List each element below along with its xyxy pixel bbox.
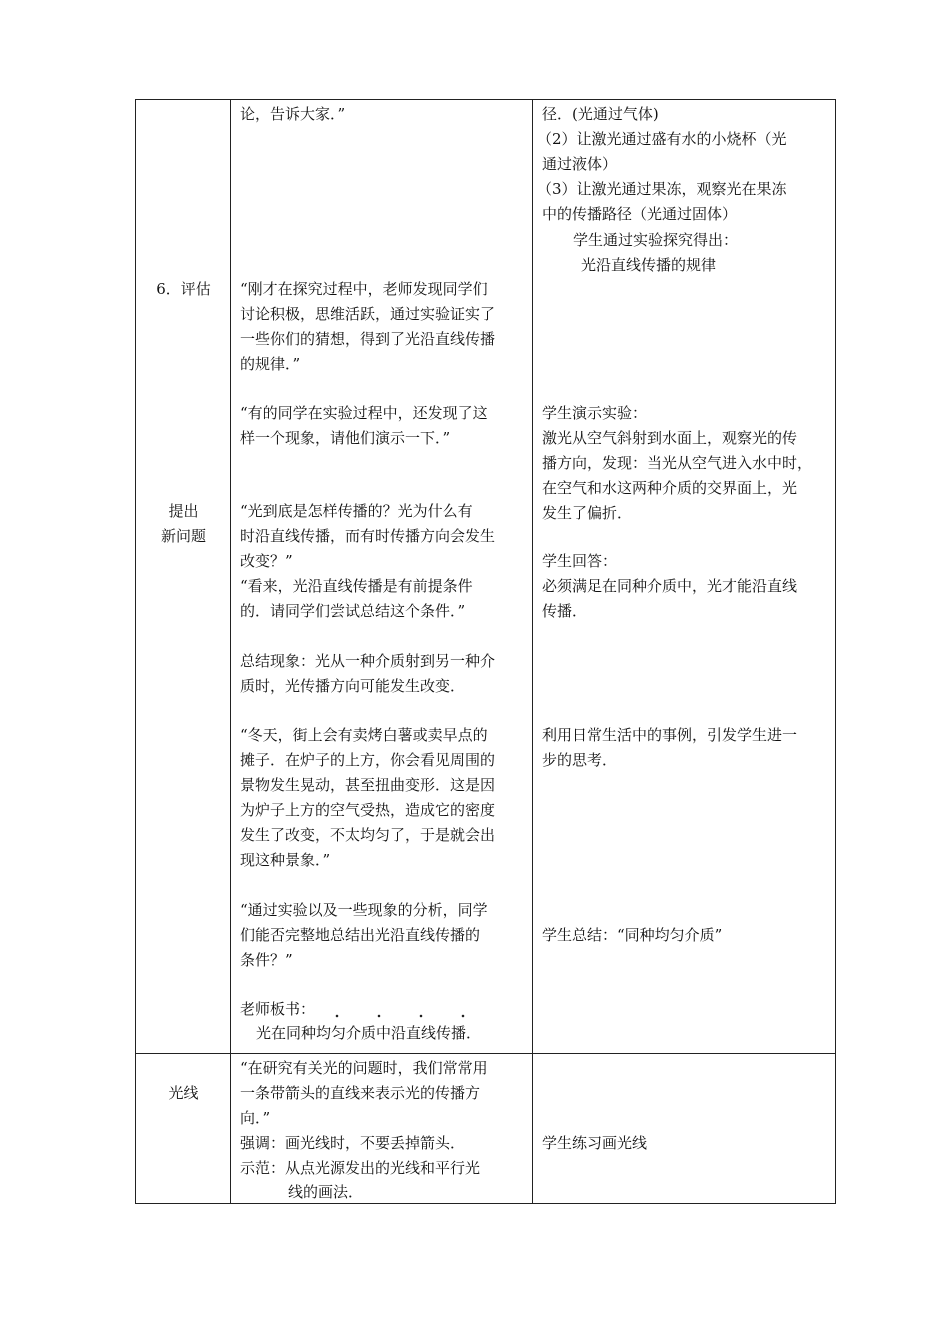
text-line: 线的画法． [288,1183,364,1201]
text-line: 通过液体） [542,155,618,173]
text-line: 学生通过实验探究得出： [573,231,739,249]
text-line: 景物发生晃动，甚至扭曲变形．这是因 [240,776,496,794]
text-line: 发生了改变，不太均匀了，于是就会出 [240,826,496,844]
emphasis-dots [316,1014,486,1018]
text-line: “冬天，街上会有卖烤白薯或卖早点的 [240,726,488,744]
stage-label: 6．评估 [156,280,211,298]
table-row [136,100,836,1054]
text-line: 学生练习画光线 [542,1134,648,1152]
text-line: 老师板书： [240,1000,316,1018]
text-line: 学生总结：“同种均匀介质” [542,926,723,944]
text-line: 向．” [240,1109,271,1127]
text-line: （2）让激光通过盛有水的小烧杯（光 [537,130,787,148]
text-line: 为炉子上方的空气受热，造成它的密度 [240,801,496,819]
text-line: 的规律．” [240,355,301,373]
text-line: 摊子．在炉子的上方，你会看见周围的 [240,751,496,769]
teacher-activity-cell [231,1054,533,1204]
text-line: “刚才在探究过程中，老师发现同学们 [240,280,488,298]
text-line: 条件？” [240,951,293,969]
text-line: 现这种景象．” [240,851,331,869]
text-line: 中的传播路径（光通过固体） [542,205,738,223]
text-line: 学生回答： [542,552,618,570]
text-line: “通过实验以及一些现象的分析，同学 [240,901,488,919]
text-line: 播方向，发现：当光从空气进入水中时， [542,454,813,472]
text-line: 时沿直线传播，而有时传播方向会发生 [240,527,496,545]
text-line: 利用日常生活中的事例，引发学生进一 [542,726,798,744]
text-line: 径．(光通过气体) [542,105,659,123]
text-line: 总结现象：光从一种介质射到另一种介 [240,652,496,670]
text-line: “看来，光沿直线传播是有前提条件 [240,577,473,595]
text-line: 示范：从点光源发出的光线和平行光 [240,1159,481,1177]
stage-cell [136,1054,231,1204]
text-line: “在研究有关光的问题时，我们常常用 [240,1059,488,1077]
text-line: 发生了偏折． [542,504,633,522]
text-line: 的．请同学们尝试总结这个条件．” [240,602,466,620]
new-problem-label-line1: 提出 [168,502,199,520]
stage-cell [136,100,231,1054]
text-line: 在空气和水这两种介质的交界面上，光 [542,479,798,497]
text-line: “有的同学在实验过程中，还发现了这 [240,404,488,422]
text-line: 光沿直线传播的规律 [581,256,717,274]
student-activity-cell [533,1054,836,1204]
new-problem-label-line2: 新问题 [160,527,206,545]
text-line: 激光从空气斜射到水面上，观察光的传 [542,429,798,447]
light-ray-label: 光线 [168,1084,199,1102]
text-line: 改变？” [240,552,293,570]
text-line: 步的思考． [542,751,618,769]
table-row [136,1054,836,1204]
text-line: 学生演示实验： [542,404,648,422]
text-line: 强调：画光线时，不要丢掉箭头． [240,1134,466,1152]
text-line: 论，告诉大家．” [240,105,346,123]
lesson-plan-table [135,99,836,1204]
text-line: 一些你们的猜想，得到了光沿直线传播 [240,330,496,348]
text-line: （3）让激光通过果冻，观察光在果冻 [537,180,787,198]
text-line: 质时，光传播方向可能发生改变． [240,677,466,695]
text-line: 讨论积极，思维活跃，通过实验证实了 [240,305,496,323]
blackboard-text: 光在同种均匀介质中沿直线传播． [256,1024,482,1042]
text-line: “光到底是怎样传播的？光为什么有 [240,502,473,520]
text-line: 们能否完整地总结出光沿直线传播的 [240,926,481,944]
teacher-activity-cell [231,100,533,1054]
text-line: 一条带箭头的直线来表示光的传播方 [240,1084,481,1102]
student-activity-cell [533,100,836,1054]
text-line: 传播． [542,602,588,620]
text-line: 样一个现象，请他们演示一下．” [240,429,451,447]
text-line: 必须满足在同种介质中，光才能沿直线 [542,577,798,595]
